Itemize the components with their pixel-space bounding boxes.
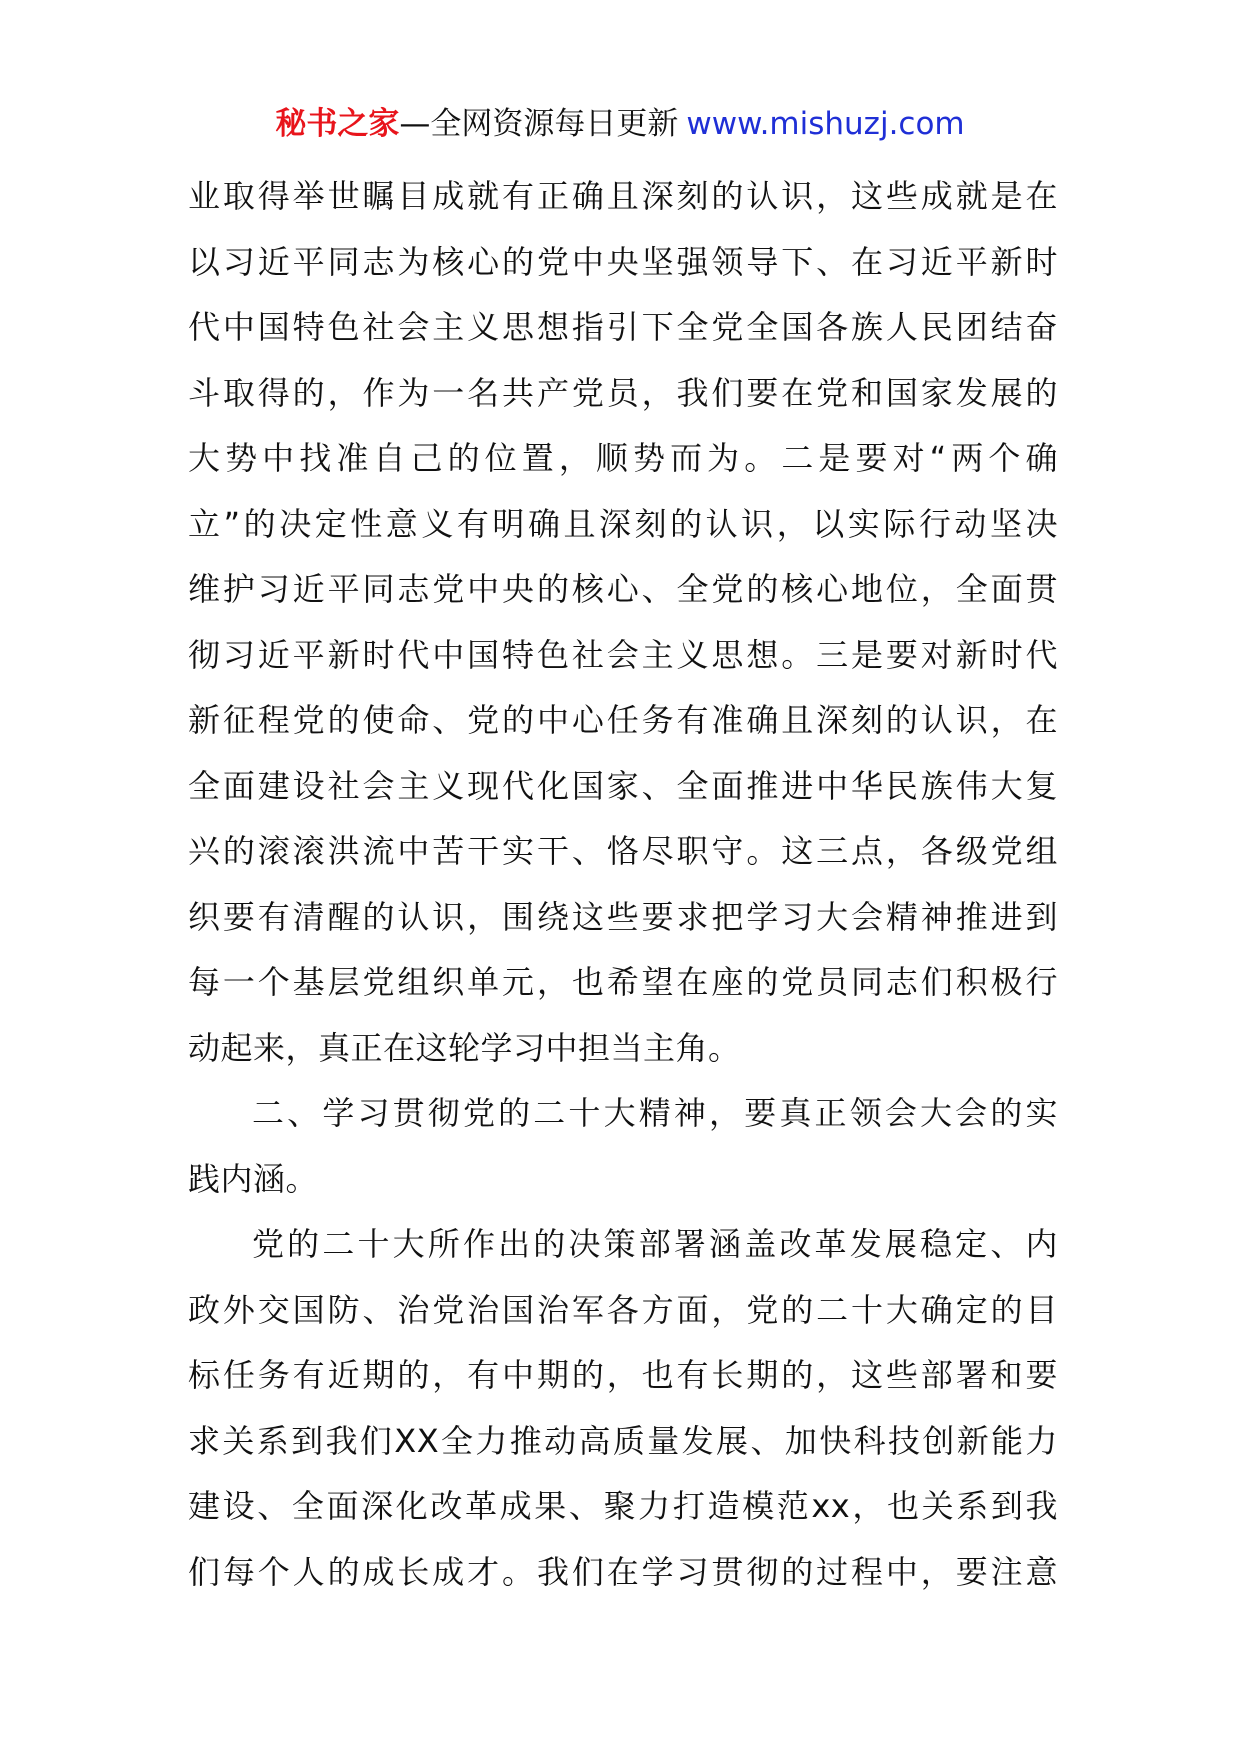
text-line: 政外交国防、治党治国治军各方面，党的二十大确定的目 (188, 1290, 1058, 1329)
text-line: 彻习近平新时代中国特色社会主义思想。三是要对新时代 (188, 635, 1058, 674)
text-line: 兴的滚滚洪流中苦干实干、恪尽职守。这三点，各级党组 (188, 832, 1058, 870)
section-heading-line: 二、学习贯彻党的二十大精神，要真正领会大会的实 (252, 1094, 1058, 1132)
section-heading-line: 践内涵。 (188, 1159, 319, 1198)
text-line: 代中国特色社会主义思想指引下全党全国各族人民团结奋 (188, 308, 1058, 346)
text-line: 们每个人的成长成才。我们在学习贯彻的过程中，要注意 (188, 1552, 1058, 1591)
text-line: 全面建设社会主义现代化国家、全面推进中华民族伟大复 (188, 766, 1058, 805)
text-line: 斗取得的，作为一名共产党员，我们要在党和国家发展的 (188, 373, 1058, 412)
header-tagline: —全网资源每日更新 (399, 106, 679, 142)
text-line: 大势中找准自己的位置，顺势而为。二是要对“两个确 (188, 439, 1058, 477)
text-line: 织要有清醒的认识，围绕这些要求把学习大会精神推进到 (188, 897, 1058, 936)
text-line: 标任务有近期的，有中期的，也有长期的，这些部署和要 (188, 1356, 1058, 1394)
text-line: 立”的决定性意义有明确且深刻的认识，以实际行动坚决 (188, 504, 1058, 543)
text-line: 新征程党的使命、党的中心任务有准确且深刻的认识，在 (188, 701, 1058, 739)
text-line: 每一个基层党组织单元，也希望在座的党员同志们积极行 (188, 963, 1058, 1001)
page-header (0, 100, 1240, 148)
text-line: 以习近平同志为核心的党中央坚强领导下、在习近平新时 (188, 242, 1058, 281)
text-line: 建设、全面深化改革成果、聚力打造模范xx，也关系到我 (188, 1487, 1058, 1525)
text-line: 求关系到我们XX全力推动高质量发展、加快科技创新能力 (188, 1421, 1058, 1460)
document-body (188, 164, 1058, 1605)
text-line: 党的二十大所作出的决策部署涵盖改革发展稳定、内 (252, 1225, 1058, 1263)
text-line: 维护习近平同志党中央的核心、全党的核心地位，全面贯 (188, 570, 1058, 608)
header-url-link[interactable]: www.mishuzj.com (686, 106, 965, 142)
header-brand: 秘书之家 (275, 106, 400, 142)
text-line: 业取得举世瞩目成就有正确且深刻的认识，这些成就是在 (188, 177, 1058, 215)
text-line: 动起来，真正在这轮学习中担当主角。 (188, 1028, 741, 1067)
